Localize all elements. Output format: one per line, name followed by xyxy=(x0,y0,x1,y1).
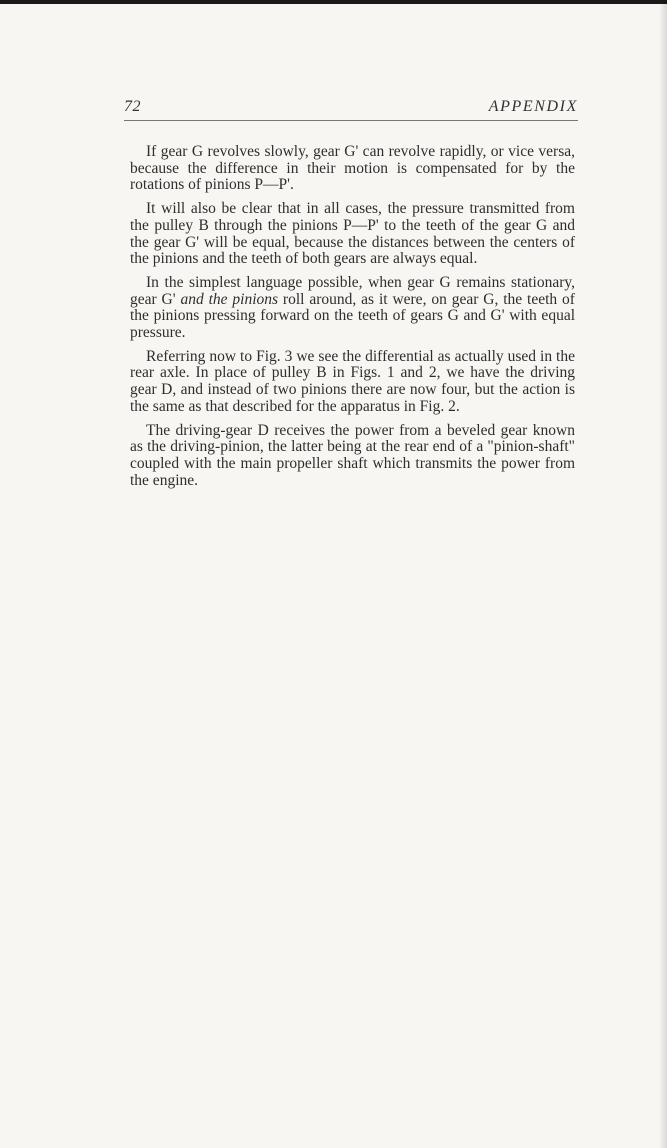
paragraph-1: If gear G revolves slowly, gear G' can revolve rapidly, or vice versa, because the difference in their motion is compensated for by the rotations of pinions P—P'. xyxy=(130,143,575,194)
paragraph-3-tail: roll around, as it were, on gear G, the teeth of the pinions pressing forward on the teeth of gears G and G' with equal pressure. xyxy=(130,290,575,342)
paragraph-3 xyxy=(130,275,575,342)
page-right-edge-shadow xyxy=(659,0,667,1148)
page-top-edge xyxy=(0,0,667,4)
page-number: 72 xyxy=(124,98,141,115)
paragraph-2: It will also be clear that in all cases, the pressure transmitted from the pulley B through the pinions P—P' to the teeth of the gear G and the gear G' will be equal, because the distances between the centers of the pinions and the teeth of both gears are always equal. xyxy=(130,200,575,268)
paragraph-3-lead: In the simplest language possible, when gear G remains stationary, gear G' xyxy=(130,273,575,308)
paragraph-4: Referring now to Fig. 3 we see the differential as actually used in the rear axle. In place of pulley B in Figs. 1 and 2, we have the driving gear D, and instead of two pinions there are now four, but the action is the same as that described for the apparatus in Fig. 2. xyxy=(130,347,575,415)
paragraph-5: The driving-gear D receives the power from a beveled gear known as the driving-pinion, the latter being at the rear end of a "pinion-shaft" coupled with the main propeller shaft which transmits the power from the engine. xyxy=(130,421,575,489)
page-header xyxy=(124,96,578,126)
running-head: APPENDIX xyxy=(488,98,578,115)
header-rule xyxy=(124,120,578,121)
body-text xyxy=(130,144,575,496)
paragraph-3-italic: and the pinions xyxy=(180,290,279,308)
